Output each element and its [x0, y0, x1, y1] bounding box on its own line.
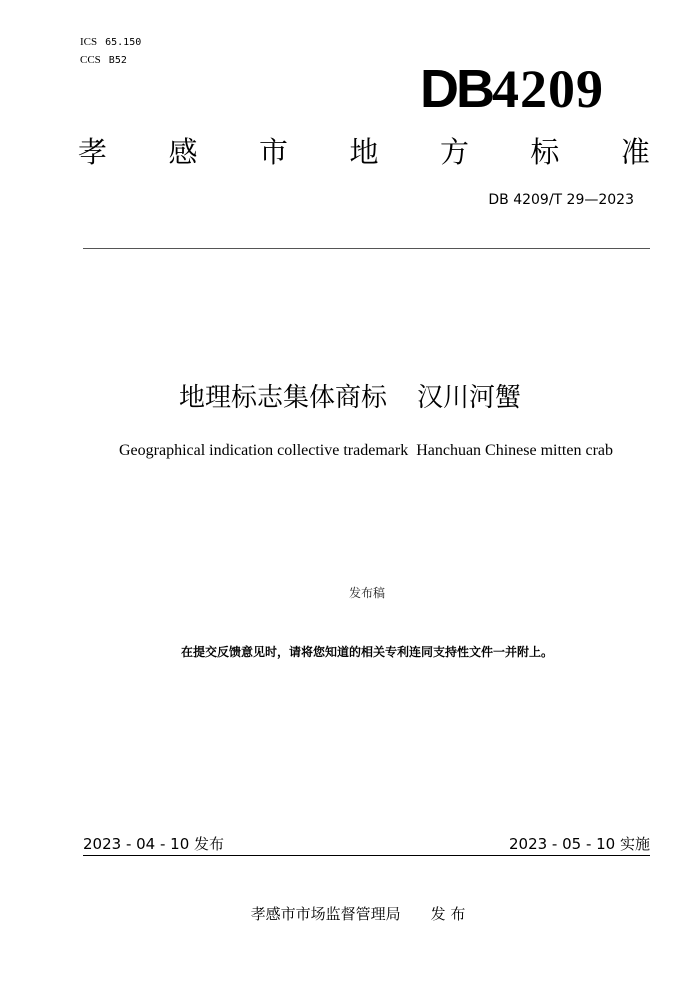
standard-type-char: 孝 [78, 135, 108, 169]
patent-notice: 在提交反馈意见时，请将您知道的相关专利连同支持性文件一并附上。 [180, 645, 553, 659]
ics-value: 65.150 [105, 37, 142, 48]
issue-word: 发 布 [430, 905, 466, 923]
draft-stage: 发布稿 [348, 586, 385, 600]
publish-date: 2023 - 04 - 10 发布 [83, 835, 225, 853]
ccs-code [80, 53, 127, 68]
title-chinese-part1: 地理标志集体商标 [178, 383, 387, 413]
standard-number: DB 4209/T 29—2023 [488, 192, 634, 208]
title-english: Geographical indication collective trademark Hanchuan Chinese mitten crab [118, 442, 614, 459]
title-chinese-part2: 汉川河蟹 [417, 383, 522, 413]
standard-type-char: 方 [439, 135, 469, 169]
standard-type-char: 感 [168, 135, 198, 169]
issuer-line [0, 904, 700, 924]
standard-type-char: 标 [530, 135, 560, 169]
standard-type-char: 地 [349, 135, 379, 169]
ics-label: ICS [80, 36, 98, 48]
ccs-value: B52 [108, 55, 127, 66]
bottom-divider [83, 855, 650, 856]
issuer-name: 孝感市市场监督管理局 [250, 905, 401, 923]
title-chinese [0, 380, 700, 416]
implement-date: 2023 - 05 - 10 实施 [508, 835, 650, 853]
ccs-label: CCS [80, 54, 101, 66]
db-logo-prefix: DB [420, 59, 492, 119]
standard-type-char: 市 [258, 135, 288, 169]
standard-type [78, 133, 650, 171]
db-logo [420, 60, 604, 118]
standard-type-char: 准 [620, 135, 650, 169]
db-logo-number: 4209 [492, 59, 604, 119]
ics-code [80, 35, 141, 50]
top-divider [83, 248, 650, 249]
